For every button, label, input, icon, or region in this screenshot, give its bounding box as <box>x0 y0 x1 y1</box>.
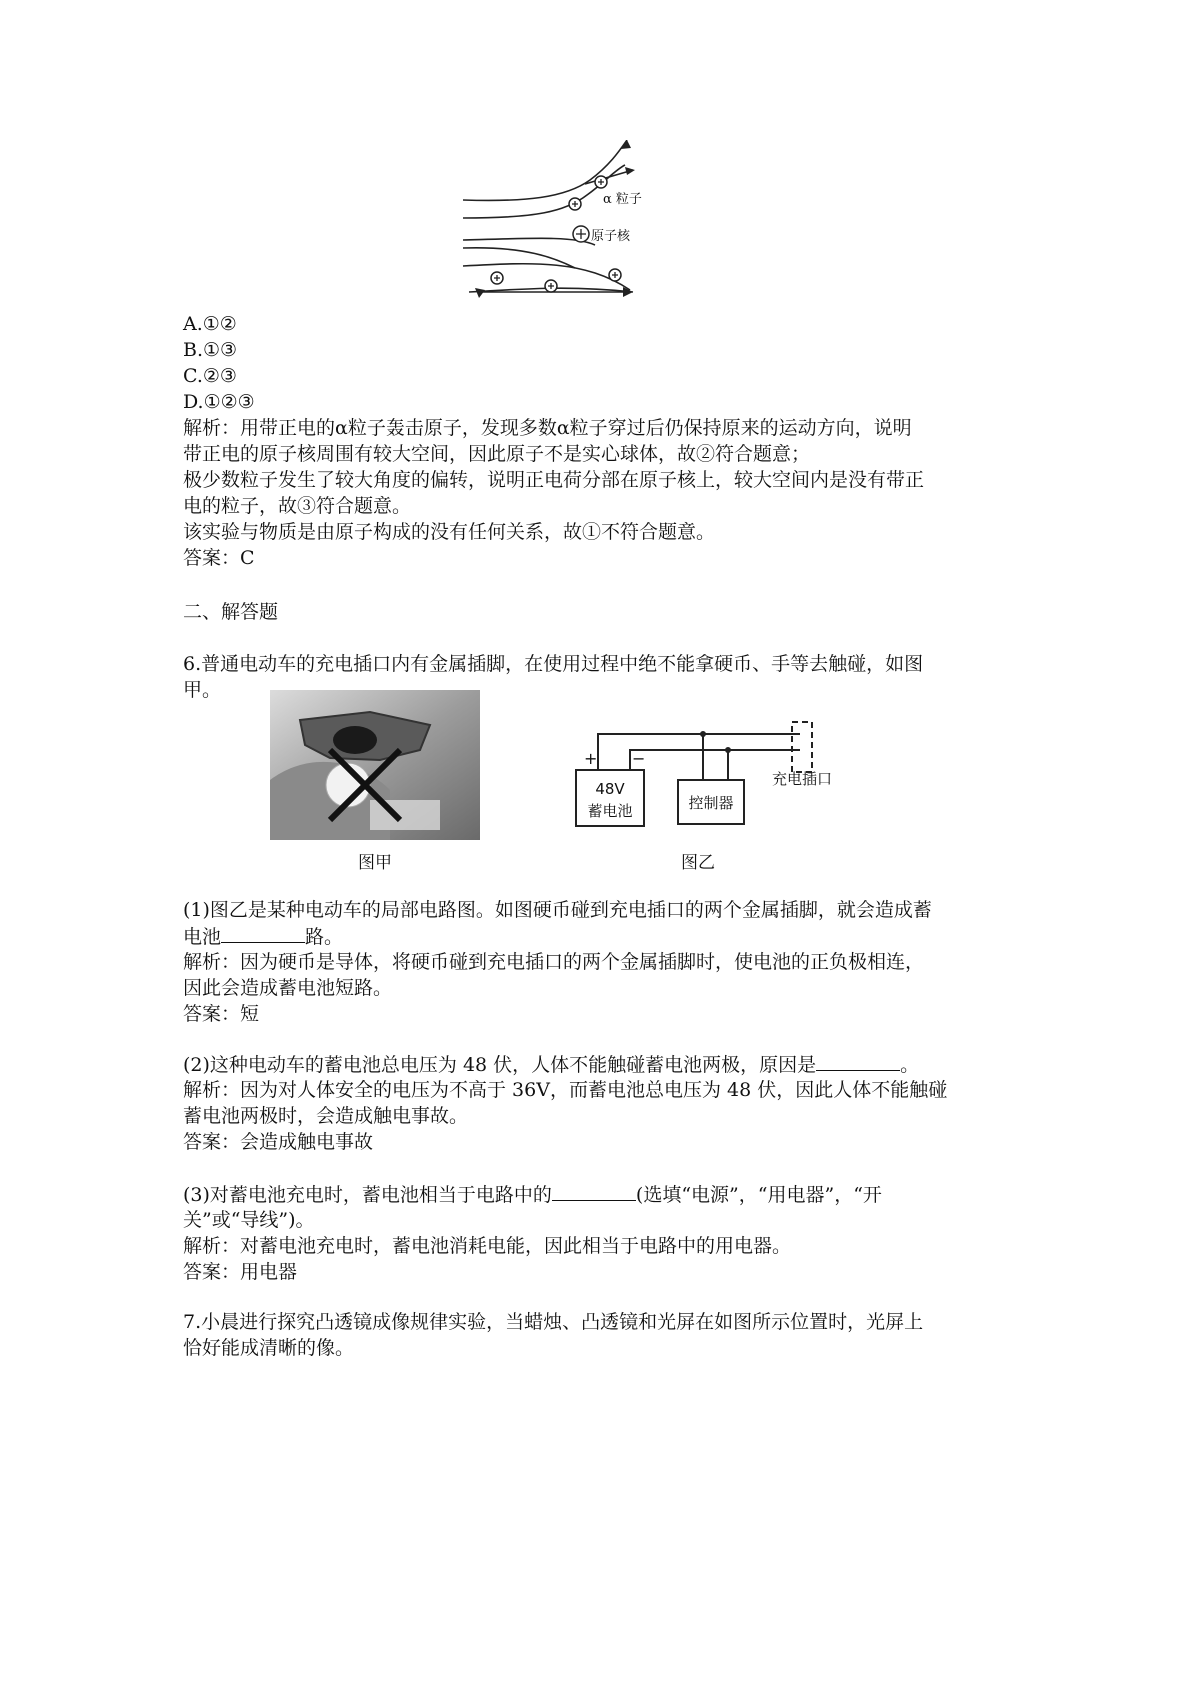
q6-stem-line: 6.普通电动车的充电插口内有金属插脚，在使用过程中绝不能拿硬币、手等去触碰，如图 <box>183 653 924 675</box>
battery-voltage-label: 48V <box>595 780 625 798</box>
q6-sub2-answer: 答案：会造成触电事故 <box>183 1131 374 1153</box>
q6-sub2-analysis-line: 解析：因为对人体安全的电压为不高于 36V，而蓄电池总电压为 48 伏，因此人体不能触碰 <box>183 1079 948 1101</box>
q6-sub3-post: (选填“电源”，“用电器”，“开 <box>635 1184 882 1206</box>
q5-answer: 答案：C <box>183 547 255 569</box>
circuit-diagram <box>570 718 860 834</box>
q6-stem-line: 甲。 <box>183 679 222 701</box>
option-b: B.①③ <box>183 339 238 361</box>
q6-sub2-analysis-line: 蓄电池两极时，会造成触电事故。 <box>183 1105 469 1127</box>
q6-sub1-analysis-line: 解析：因为硬币是导体，将硬币碰到充电插口的两个金属插脚时，使电池的正负极相连， <box>183 951 925 973</box>
battery-label: 蓄电池 <box>587 802 633 820</box>
q7-stem-line: 7.小晨进行探究凸透镜成像规律实验，当蜡烛、凸透镜和光屏在如图所示位置时，光屏上 <box>183 1311 924 1333</box>
q6-sub1-question: (1)图乙是某种电动车的局部电路图。如图硬币碰到充电插口的两个金属插脚，就会造成蓄 <box>183 899 932 921</box>
q6-sub1-pre: 电池 <box>183 926 222 948</box>
charging-port-label: 充电插口 <box>772 770 833 788</box>
q6-sub3-pre: (3)对蓄电池充电时，蓄电池相当于电路中的 <box>183 1184 552 1206</box>
q6-sub2-question <box>183 1052 919 1077</box>
q6-sub1-post: 路。 <box>305 926 344 948</box>
answer-blank[interactable] <box>552 1182 636 1201</box>
plus-terminal-label: + <box>584 749 598 768</box>
q5-analysis-line: 该实验与物质是由原子构成的没有任何关系，故①不符合题意。 <box>183 521 716 543</box>
option-d: D.①②③ <box>183 391 255 413</box>
alpha-particle-label: α 粒子 <box>603 192 642 207</box>
option-a: A.①② <box>183 313 237 335</box>
answer-blank[interactable] <box>816 1052 900 1071</box>
q6-sub1-analysis-line: 因此会造成蓄电池短路。 <box>183 977 393 999</box>
q6-sub1-question-line2 <box>183 924 343 949</box>
q6-sub1-answer: 答案：短 <box>183 1003 260 1025</box>
answer-blank[interactable] <box>221 924 305 943</box>
q6-sub3-answer: 答案：用电器 <box>183 1261 298 1283</box>
q7-stem-line: 恰好能成清晰的像。 <box>183 1337 355 1359</box>
q6-sub2-post: 。 <box>900 1054 920 1076</box>
q5-analysis-line: 电的粒子，故③符合题意。 <box>183 495 412 517</box>
alpha-scattering-figure <box>455 140 715 305</box>
q6-sub2-pre: (2)这种电动车的蓄电池总电压为 48 伏，人体不能触碰蓄电池两极，原因是 <box>183 1054 817 1076</box>
nucleus-label: 原子核 <box>591 229 631 244</box>
option-c: C.②③ <box>183 365 237 387</box>
q5-analysis-line: 带正电的原子核周围有较大空间，因此原子不是实心球体，故②符合题意； <box>183 443 811 465</box>
q6-sub3-question-line2: 关”或“导线”)。 <box>183 1209 315 1231</box>
controller-label: 控制器 <box>688 794 734 812</box>
figure-a-caption: 图甲 <box>358 853 392 873</box>
q6-sub3-question <box>183 1182 882 1207</box>
q5-analysis-line: 极少数粒子发生了较大角度的偏转，说明正电荷分部在原子核上，较大空间内是没有带正 <box>183 469 925 491</box>
q6-sub3-analysis: 解析：对蓄电池充电时，蓄电池消耗电能，因此相当于电路中的用电器。 <box>183 1235 792 1257</box>
q5-analysis-line: 解析：用带正电的α粒子轰击原子，发现多数α粒子穿过后仍保持原来的运动方向，说明 <box>183 417 912 439</box>
charging-port-photo <box>270 690 480 840</box>
section-title: 二、解答题 <box>183 601 279 623</box>
minus-terminal-label: − <box>632 749 646 768</box>
figure-b-caption: 图乙 <box>681 853 715 873</box>
